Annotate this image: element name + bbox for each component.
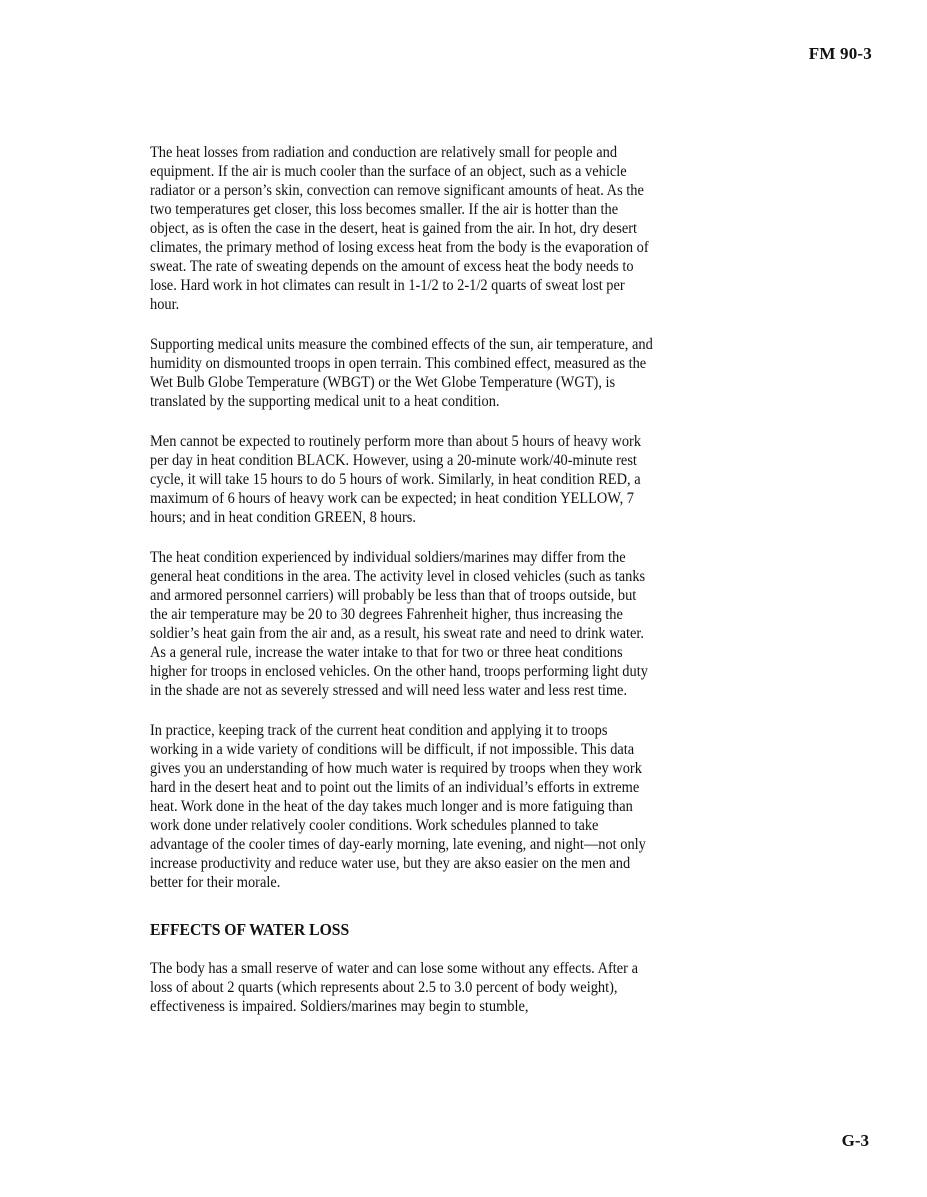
page-content: [150, 143, 655, 1016]
paragraph-heat-losses: The heat losses from radiation and conduction are relatively small for people and equipment. If the air is much cooler than the surface of an object, such as a vehicle radiator or a person’s skin, convection can remove significant amounts of heat. As the two temperatures get closer, this loss becomes smaller. If the air is hotter than the object, as is often the case in the desert, heat is gained from the air. In hot, dry desert climates, the primary method of losing excess heat from the body is the evaporation of sweat. The rate of sweating depends on the amount of excess heat the body needs to lose. Hard work in hot climates can result in 1-1/2 to 2-1/2 quarts of sweat lost per hour.: [150, 144, 649, 313]
paragraph-medical-units: Supporting medical units measure the combined effects of the sun, air temperature, and humidity on dismounted troops in open terrain. This combined effect, measured as the Wet Bulb Globe Temperature (WBGT) or the Wet Globe Temperature (WGT), is translated by the supporting medical unit to a heat condition.: [150, 336, 653, 410]
paragraph-in-practice: In practice, keeping track of the current heat condition and applying it to troops working in a wide variety of conditions will be difficult, if not impossible. This data gives you an understanding of how much water is required by troops when they work hard in the desert heat and to point out the limits of an individual’s efforts in extreme heat. Work done in the heat of the day takes much longer and is more fatiguing than work done under relatively cooler conditions. Work schedules planned to take advantage of the cooler times of day-early morning, late evening, and night—not only increase productivity and reduce water use, but they are akso easier on the men and better for their morale.: [150, 722, 646, 891]
section-heading-water-loss: EFFECTS OF WATER LOSS: [150, 920, 350, 939]
paragraph-work-limits: Men cannot be expected to routinely perform more than about 5 hours of heavy work per day in heat condition BLACK. However, using a 20-minute work/40-minute rest cycle, it will take 15 hours to do 5 hours of work. Similarly, in heat condition RED, a maximum of 6 hours of heavy work can be expected; in heat condition YELLOW, 7 hours; and in heat condition GREEN, 8 hours.: [150, 433, 642, 526]
paragraph-water-reserve: The body has a small reserve of water and can lose some without any effects. After a loss of about 2 quarts (which represents about 2.5 to 3.0 percent of body weight), effectiveness is impaired. Soldiers/marines may begin to stumble,: [150, 960, 638, 1015]
manual-number-header: FM 90-3: [808, 44, 872, 63]
paragraph-individual-heat-condition: The heat condition experienced by individual soldiers/marines may differ from the general heat conditions in the area. The activity level in closed vehicles (such as tanks and armored personnel carriers) will probably be less than that of troops outside, but the air temperature may be 20 to 30 degrees Fahrenheit higher, thus increasing the soldier’s heat gain from the air and, as a result, his sweat rate and need to drink water. As a general rule, increase the water intake to that for two or three heat conditions higher for troops in enclosed vehicles. On the other hand, troops performing light duty in the shade are not as severely stressed and will need less water and less rest time.: [150, 549, 648, 699]
page-number-footer: G-3: [841, 1131, 869, 1150]
